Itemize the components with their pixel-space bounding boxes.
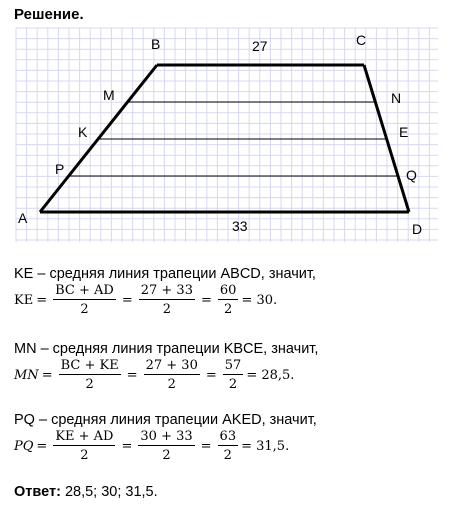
label-k: K [78,124,88,140]
solution-heading: Решение. [14,6,84,23]
fraction: $\frac{27 + 30}{2}$ [145,358,198,392]
fraction: $\frac{BC + AD}{2}$ [55,283,114,317]
length-bc: 27 [252,38,268,54]
statement-mn: MN – средняя линия трапеции KBCE, значит, [14,341,319,357]
fraction: $\frac{63}{2}$ [219,429,237,463]
formula-ke: KE = $\frac{BC + AD}{2}$ = $\frac{27 + 33}{2}$ = $\frac{60}{2}$ = 30. [14,283,278,317]
formula-result: = 30. [241,292,278,308]
formula-lhs: MN [14,367,39,383]
formula-lhs: KE [14,292,34,308]
statement-pq: PQ – средняя линия трапеции AKED, значит, [14,412,317,428]
formula-mn: MN = $\frac{BC + KE}{2}$ = $\frac{27 + 30}{2}$ = $\frac{57}{2}$ = 28,5. [14,358,295,392]
answer-label: Ответ: [14,484,61,500]
fraction: $\frac{27 + 33}{2}$ [140,283,193,317]
formula-lhs: PQ [14,438,34,454]
label-b: B [151,36,161,52]
answer-line [14,484,158,500]
trapezoid-figure [0,0,459,250]
label-d: D [412,221,423,237]
length-ad: 33 [232,218,248,234]
label-c: C [356,32,367,48]
fraction: $\frac{KE + AD}{2}$ [55,429,114,463]
statement-ke: KE – средняя линия трапеции ABCD, значит, [14,266,316,282]
formula-pq: PQ = $\frac{KE + AD}{2}$ = $\frac{30 + 33}{2}$ = $\frac{63}{2}$ = 31,5. [14,429,290,463]
fraction: $\frac{60}{2}$ [219,283,237,317]
label-m: M [103,87,115,103]
label-p: P [55,161,65,177]
label-a: A [18,210,28,226]
formula-result: = 31,5. [241,438,290,454]
formula-result: = 28,5. [246,367,295,383]
label-q: Q [406,167,417,183]
fraction: $\frac{30 + 33}{2}$ [140,429,193,463]
fraction: $\frac{BC + KE}{2}$ [60,358,119,392]
fraction: $\frac{57}{2}$ [224,358,242,392]
answer-value: 28,5; 30; 31,5. [64,484,158,500]
label-e: E [399,124,409,140]
label-n: N [391,90,402,106]
